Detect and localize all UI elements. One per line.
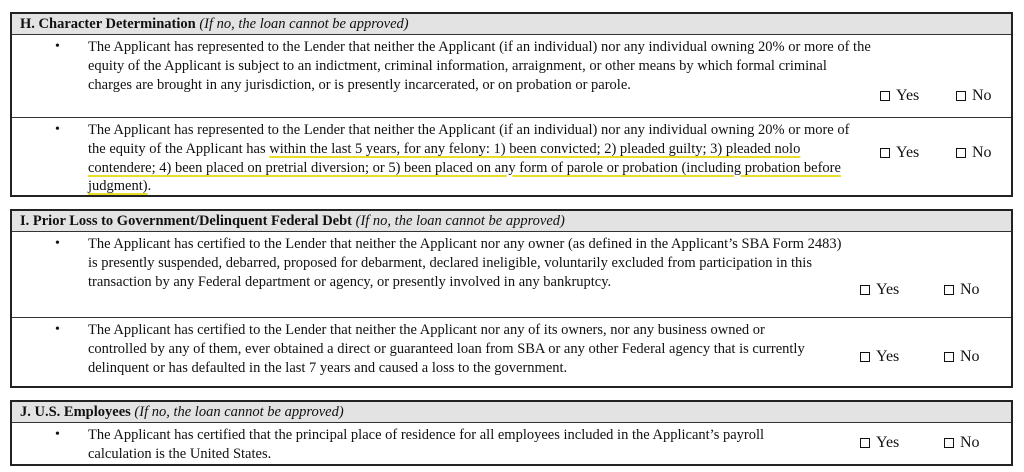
question-row — [12, 317, 1011, 387]
no-checkbox[interactable] — [944, 285, 954, 295]
bullet: • — [55, 322, 60, 337]
yes-option[interactable] — [860, 434, 899, 452]
yes-option[interactable] — [880, 87, 919, 105]
yes-checkbox[interactable] — [880, 91, 890, 101]
question-text: The Applicant has certified to the Lender that neither the Applicant nor any of its owners, nor any business owned or controlled by any of them, ever obtained a direct or guaranteed loan from SBA or any other Federal agency that is currently delinquent or has defaulted in the last 7 years and caused a loss to the government. — [88, 322, 805, 376]
yes-checkbox[interactable] — [860, 438, 870, 448]
yes-checkbox[interactable] — [860, 285, 870, 295]
yes-option[interactable] — [860, 348, 899, 366]
yes-label: Yes — [876, 348, 900, 365]
bullet: • — [55, 236, 60, 251]
no-option[interactable] — [944, 281, 980, 299]
yes-checkbox[interactable] — [880, 148, 890, 158]
section-j-header — [12, 402, 1011, 423]
no-option[interactable] — [956, 144, 992, 162]
section-i-header — [12, 211, 1011, 232]
question-text-end: . — [147, 178, 152, 195]
section-j — [10, 400, 1013, 466]
bullet: • — [55, 122, 60, 137]
section-i — [10, 209, 1013, 388]
no-label: No — [960, 281, 980, 298]
highlighted-text: within the last 5 years, for any felony: 1) been convicted; 2) pleaded guilty; 3) pleaded nolo contendere; 4) been placed on pretrial diversion; or 5) been placed on any form of parole or probation (including probation before judgment) — [88, 140, 841, 195]
bullet: • — [55, 427, 60, 442]
question-row — [12, 423, 1011, 465]
bullet: • — [55, 39, 60, 54]
question-text: The Applicant has represented to the Lender that neither the Applicant (if an individual) nor any individual owning 20% or more of the equity of the Applicant is subject to an indictment, criminal information, arraignment, or other means by which formal criminal charges are brought in any jurisdiction, or is presently incarcerated, or on probation or parole. — [88, 39, 871, 93]
yes-label: Yes — [896, 87, 920, 104]
section-h — [10, 12, 1013, 197]
yes-option[interactable] — [880, 144, 919, 162]
no-checkbox[interactable] — [956, 148, 966, 158]
no-label: No — [960, 434, 980, 451]
section-h-note: (If no, the loan cannot be approved) — [199, 16, 409, 32]
no-checkbox[interactable] — [956, 91, 966, 101]
no-option[interactable] — [956, 87, 992, 105]
yes-label: Yes — [876, 434, 900, 451]
no-label: No — [972, 144, 992, 161]
question-row — [12, 232, 1011, 317]
section-j-title: J. U.S. Employees — [20, 404, 131, 420]
no-label: No — [972, 87, 992, 104]
section-i-note: (If no, the loan cannot be approved) — [355, 213, 565, 229]
no-option[interactable] — [944, 434, 980, 452]
no-checkbox[interactable] — [944, 352, 954, 362]
no-label: No — [960, 348, 980, 365]
no-option[interactable] — [944, 348, 980, 366]
yes-label: Yes — [896, 144, 920, 161]
question-text: The Applicant has certified to the Lender that neither the Applicant nor any owner (as defined in the Applicant’s SBA Form 2483) is presently suspended, debarred, proposed for debarment, declared ineligible, voluntarily excluded from participation in this transaction by any Federal department or agency, or presently involved in any bankruptcy. — [88, 236, 842, 290]
question-row — [12, 117, 1011, 196]
section-j-note: (If no, the loan cannot be approved) — [134, 404, 344, 420]
yes-label: Yes — [876, 281, 900, 298]
section-h-header — [12, 14, 1011, 35]
question-text-part: The Applicant has represented to the Lender that neither the Applicant (if an individual) nor any individual owning 20% or more of the equity of the Applicant has — [88, 122, 850, 157]
yes-option[interactable] — [860, 281, 899, 299]
section-h-title: H. Character Determination — [20, 16, 196, 32]
question-text — [88, 121, 858, 196]
question-text: The Applicant has certified that the principal place of residence for all employees included in the Applicant’s payroll calculation is the United States. — [88, 427, 765, 462]
section-i-title: I. Prior Loss to Government/Delinquent Federal Debt — [20, 213, 352, 229]
question-row — [12, 35, 1011, 117]
yes-checkbox[interactable] — [860, 352, 870, 362]
no-checkbox[interactable] — [944, 438, 954, 448]
